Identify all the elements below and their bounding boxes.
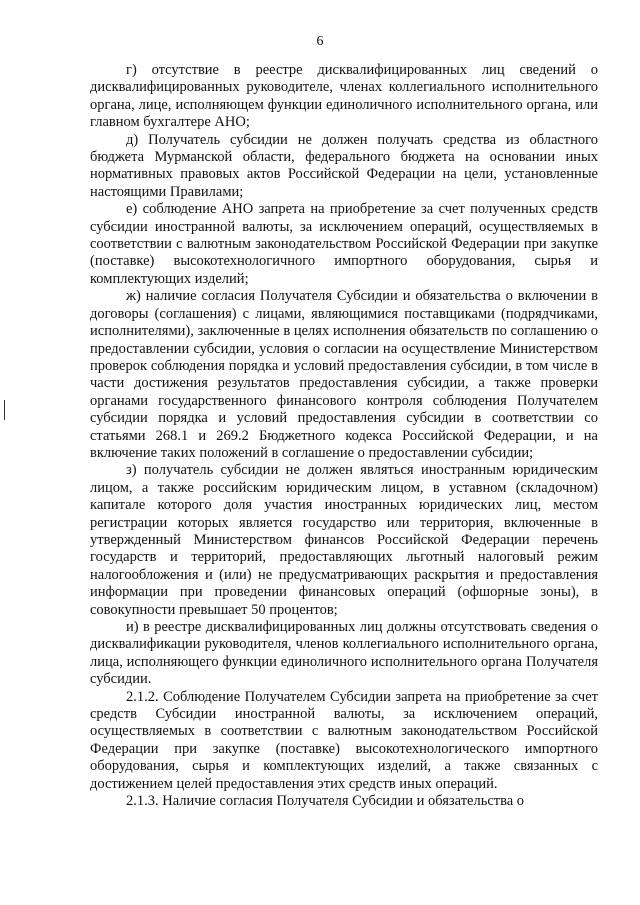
paragraph-zh: ж) наличие согласия Получателя Субсидии и обязательства о включении в договоры (соглашения) с лицами, являющимися поставщиками (подрядчиками, исполнителями), заключенные в целях исполнения обязательств по соглашению о предоставлении субсидии, условия о согласии на осуществление Министерством проверок соблюдения порядка и условий предоставления субсидии, в том числе в части достижения результатов предоставления субсидии, а также проверки органами государственного финансового контроля соблюдения Получателем субсидии порядка и условий предоставления субсидии в соответствии со статьями 268.1 и 269.2 Бюджетного кодекса Российской Федерации, и на включение таких положений в соглашение о предоставлении субсидии;: [90, 288, 598, 461]
paragraph-i: и) в реестре дисквалифицированных лиц должны отсутствовать сведения о дисквалификации руководителя, членов коллегиального исполнительного органа, лица, исполняющего функции единоличного исполнительного органа Получателя субсидии.: [90, 619, 598, 688]
document-body: [90, 62, 598, 810]
margin-mark: [4, 400, 5, 420]
page-number: 6: [316, 34, 324, 49]
paragraph-e: е) соблюдение АНО запрета на приобретение за счет полученных средств субсидии иностранной валюты, за исключением операций, осуществляемых в соответствии с валютным законодательством Российской Федерации при закупке (поставке) высокотехнологичного импортного оборудования, сырья и комплектующих изделий;: [90, 201, 598, 287]
paragraph-z: з) получатель субсидии не должен являться иностранным юридическим лицом, а также российским юридическим лицом, в уставном (складочном) капитале которого доля участия иностранных юридических лиц, местом регистрации которых является государство или территория, включенные в утвержденный Министерством финансов Российской Федерации перечень государств и территорий, предоставляющих льготный налоговый режим налогообложения и (или) не предусматривающих раскрытия и предоставления информации при проведении финансовых операций (офшорные зоны), в совокупности превышает 50 процентов;: [90, 462, 598, 618]
paragraph-2-1-3: 2.1.3. Наличие согласия Получателя Субсидии и обязательства о: [126, 793, 525, 810]
paragraph-d: д) Получатель субсидии не должен получать средства из областного бюджета Мурманской области, федерального бюджета на основании иных нормативных правовых актов Российской Федерации на цели, установленные настоящими Правилами;: [90, 131, 598, 200]
paragraph-g: г) отсутствие в реестре дисквалифицированных лиц сведений о дисквалифицированных руководителе, членах коллегиального исполнительного органа, лице, исполняющем функции единоличного исполнительного органа, или главном бухгалтере АНО;: [90, 62, 598, 131]
paragraph-2-1-2: 2.1.2. Соблюдение Получателем Субсидии запрета на приобретение за счет средств Субсидии иностранной валюты, за исключением операций, осуществляемых в соответствии с валютным законодательством Российской Федерации при закупке (поставке) высокотехнологического импортного оборудования, сырья и комплектующих изделий, а также связанных с достижением целей предоставления этих средств иных операций.: [90, 688, 598, 792]
